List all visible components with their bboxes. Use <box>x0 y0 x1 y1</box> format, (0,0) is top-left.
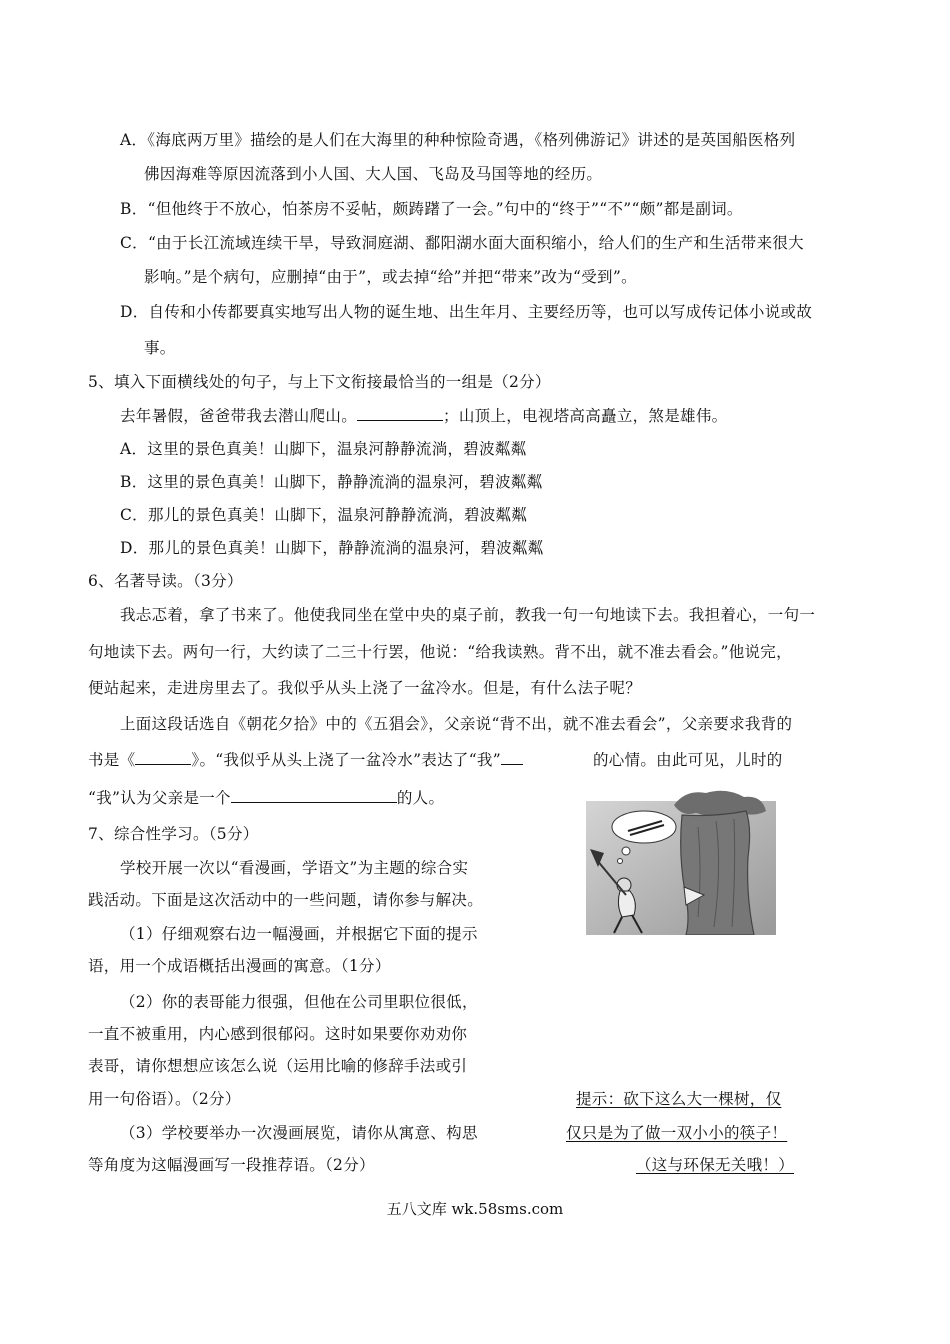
cartoon-hint-line3: （这与环保无关哦！） <box>636 1156 795 1174</box>
q7-line2: 践活动。下面是这次活动中的一些问题，请你参与解决。 <box>88 891 484 909</box>
q7-line6: 一直不被重用，内心感到很郁闷。这时如果要你劝劝你 <box>88 1025 468 1043</box>
q4-option-a-line2: 佛因海难等原因流落到小人国、大人国、飞岛及马国等地的经历。 <box>144 165 603 183</box>
q6-question-line2 <box>88 748 783 770</box>
q5-title: 5、填入下面横线处的句子，与上下文衔接最恰当的一组是（2分） <box>88 373 551 391</box>
q6-question-line3 <box>88 786 444 808</box>
q5-stem <box>120 404 727 426</box>
q6-text-b: 》。“我似乎从头上浇了一盆冷水”表达了“我” <box>191 751 501 769</box>
q4-option-d-line2: 事。 <box>144 339 176 357</box>
q6-passage-line3: 便站起来，走进房里去了。我似乎从头上浇了一盆冷水。但是，有什么法子呢？ <box>88 679 642 697</box>
q6-title: 6、名著导读。（3分） <box>88 572 243 590</box>
q5-stem-post: ；山顶上，电视塔高高矗立，煞是雄伟。 <box>443 407 728 425</box>
q5-answer-blank[interactable] <box>357 405 443 422</box>
q6-passage-line2: 句地读下去。两句一行，大约读了二三十行罢，他说：“给我读熟。背不出，就不准去看会。”他说完， <box>88 643 792 661</box>
q7-line5: （2）你的表哥能力很强，但他在公司里职位很低， <box>120 993 478 1011</box>
q4-option-a-line1: A．《海底两万里》描绘的是人们在大海里的种种惊险奇遇，《格列佛游记》讲述的是英国船医格列 <box>120 131 796 149</box>
q7-line1: 学校开展一次以“看漫画，学语文”为主题的综合实 <box>120 859 469 877</box>
q4-option-b: B．“但他终于不放心，怕茶房不妥帖，颇踌躇了一会。”句中的“终于”“不”“颇”都是副词。 <box>120 200 743 218</box>
page-footer: 五八文库 wk.58sms.com <box>386 1200 564 1218</box>
q6-question-line1: 上面这段话选自《朝花夕拾》中的《五猖会》，父亲说“背不出，就不准去看会”，父亲要求我背的 <box>120 715 793 733</box>
q6-passage-line1: 我忐忑着，拿了书来了。他使我同坐在堂中央的桌子前，教我一句一句地读下去。我担着心，一句一 <box>120 606 816 624</box>
q7-line4: 语，用一个成语概括出漫画的寓意。（1分） <box>88 957 391 975</box>
q7-line7: 表哥，请你想想应该怎么说（运用比喻的修辞手法或引 <box>88 1057 468 1075</box>
person-head <box>617 878 631 892</box>
q5-option-c: C．那儿的景色真美！山脚下，温泉河静静流淌，碧波粼粼 <box>120 506 528 524</box>
cartoon-hint-line2: 仅只是为了做一双小小的筷子！ <box>566 1124 788 1142</box>
q4-option-c-line1: C．“由于长江流域连续干旱，导致洞庭湖、鄱阳湖水面大面积缩小，给人们的生产和生活带来很大 <box>120 234 804 252</box>
person-body <box>618 891 635 917</box>
q7-line8: 用一句俗语）。（2分） <box>88 1090 241 1108</box>
tree-foliage <box>674 791 766 816</box>
q4-option-d-line1: D．自传和小传都要真实地写出人物的诞生地、出生年月、主要经历等，也可以写成传记体小说或故 <box>120 303 813 321</box>
q6-feeling-blank[interactable] <box>501 749 523 766</box>
q7-line9: （3）学校要举办一次漫画展览，请你从寓意、构思 <box>120 1124 478 1142</box>
q5-option-d: D．那儿的景色真美！山脚下，静静流淌的温泉河，碧波粼粼 <box>120 539 544 557</box>
q5-stem-pre: 去年暑假，爸爸带我去潜山爬山。 <box>120 407 358 425</box>
q6-text-c: 的心情。由此可见，儿时的 <box>592 751 783 769</box>
q6-father-blank[interactable] <box>231 787 397 804</box>
q7-title: 7、综合性学习。（5分） <box>88 825 259 843</box>
q7-line3: （1）仔细观察右边一幅漫画，并根据它下面的提示 <box>120 925 478 943</box>
q5-option-b: B．这里的景色真美！山脚下，静静流淌的温泉河，碧波粼粼 <box>120 473 543 491</box>
q6-text-d: “我”认为父亲是一个 <box>88 789 231 807</box>
q4-option-c-line2: 影响。”是个病句，应删掉“由于”，或去掉“给”并把“带来”改为“受到”。 <box>144 268 637 286</box>
q6-text-e: 的人。 <box>396 789 445 807</box>
q6-text-a: 书是《 <box>88 751 136 769</box>
q6-book-blank[interactable] <box>135 749 191 766</box>
cartoon-hint-line1: 提示：砍下这么大一棵树，仅 <box>576 1090 782 1108</box>
cartoon-illustration <box>586 787 782 935</box>
q5-option-a: A．这里的景色真美！山脚下，温泉河静静流淌，碧波粼粼 <box>120 440 527 458</box>
q7-line10: 等角度为这幅漫画写一段推荐语。（2分） <box>88 1156 375 1174</box>
